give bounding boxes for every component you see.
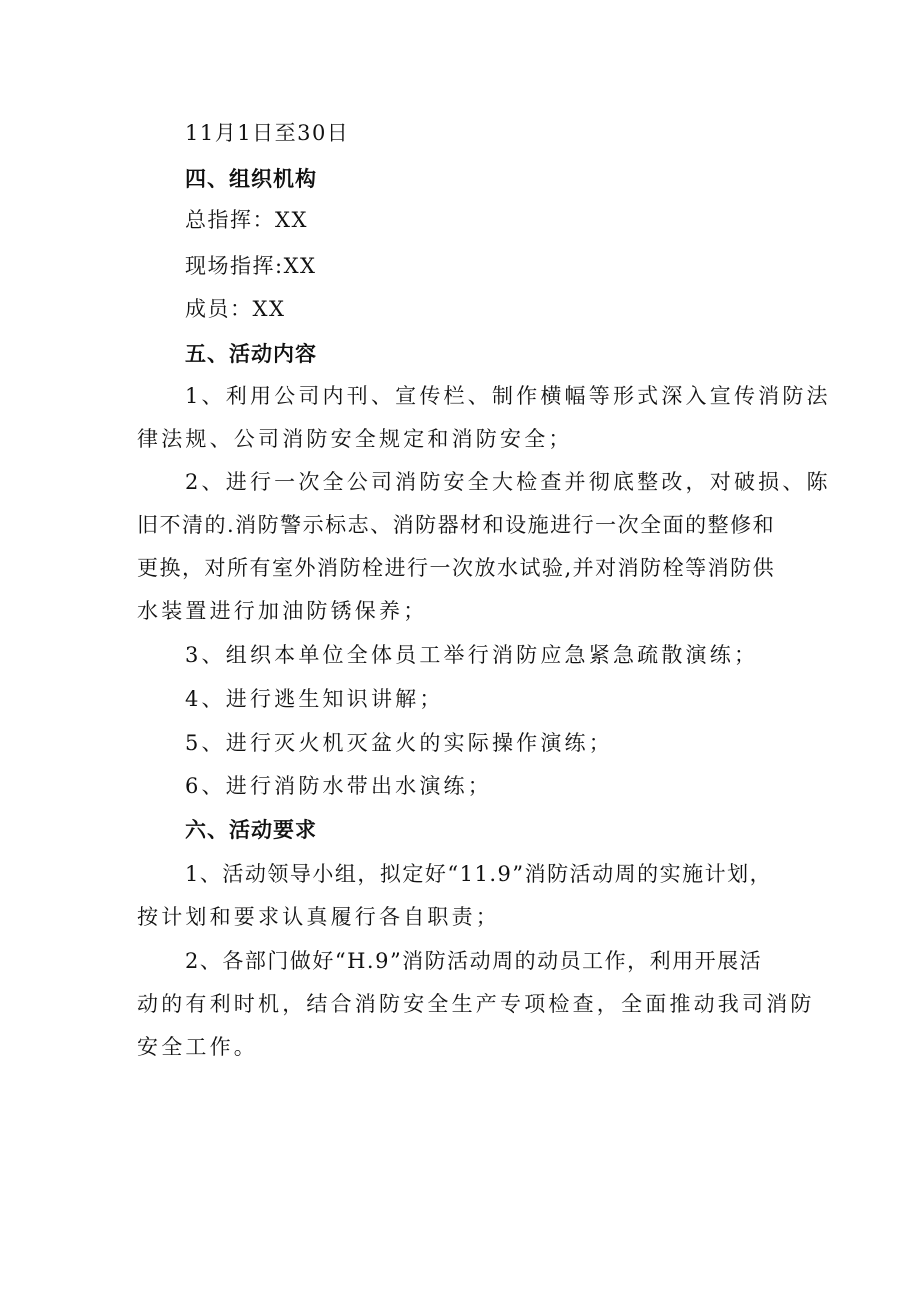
members-line: 成员：XX xyxy=(185,297,286,321)
section-6-heading: 六、活动要求 xyxy=(185,818,317,842)
item-5-1-line-2: 律法规、公司消防安全规定和消防安全； xyxy=(137,427,573,451)
item-6-2-line-3: 安全工作。 xyxy=(137,1035,258,1059)
item-5-6: 6、进行消防水带出水演练； xyxy=(185,774,492,798)
item-5-1-line-1: 1、利用公司内刊、宣传栏、制作横幅等形式深入宣传消防法 xyxy=(185,384,831,408)
date-range: 11月1日至30日 xyxy=(185,121,350,145)
item-6-1-line-1: 1、活动领导小组，拟定好“11.9”消防活动周的实施计划， xyxy=(185,862,773,886)
item-5-5: 5、进行灭火机灭盆火的实际操作演练； xyxy=(185,731,613,755)
item-5-2-line-4: 水装置进行加油防锈保养； xyxy=(137,599,428,623)
section-5-heading: 五、活动内容 xyxy=(185,342,317,366)
item-5-2-line-1: 2、进行一次全公司消防安全大检查并彻底整改，对破损、陈 xyxy=(185,470,831,494)
item-6-2-line-1: 2、各部门做好“H.9”消防活动周的动员工作，利用开展活 xyxy=(185,949,763,973)
item-5-2-line-2: 旧不清的.消防警示标志、消防器材和设施进行一次全面的整修和 xyxy=(137,513,776,537)
item-6-2-line-2: 动的有利时机，结合消防安全生产专项检查，全面推动我司消防 xyxy=(137,992,815,1016)
section-4-heading: 四、组织机构 xyxy=(185,167,317,191)
site-commander-line: 现场指挥:XX xyxy=(185,254,317,278)
item-6-1-line-2: 按计划和要求认真履行各自职责； xyxy=(137,905,500,929)
item-5-3: 3、组织本单位全体员工举行消防应急紧急疏散演练； xyxy=(185,643,759,667)
commander-line: 总指挥：XX xyxy=(185,208,308,232)
item-5-2-line-3: 更换，对所有室外消防栓进行一次放水试验,并对消防栓等消防供 xyxy=(137,556,776,580)
item-5-4: 4、进行逃生知识讲解； xyxy=(185,687,444,711)
